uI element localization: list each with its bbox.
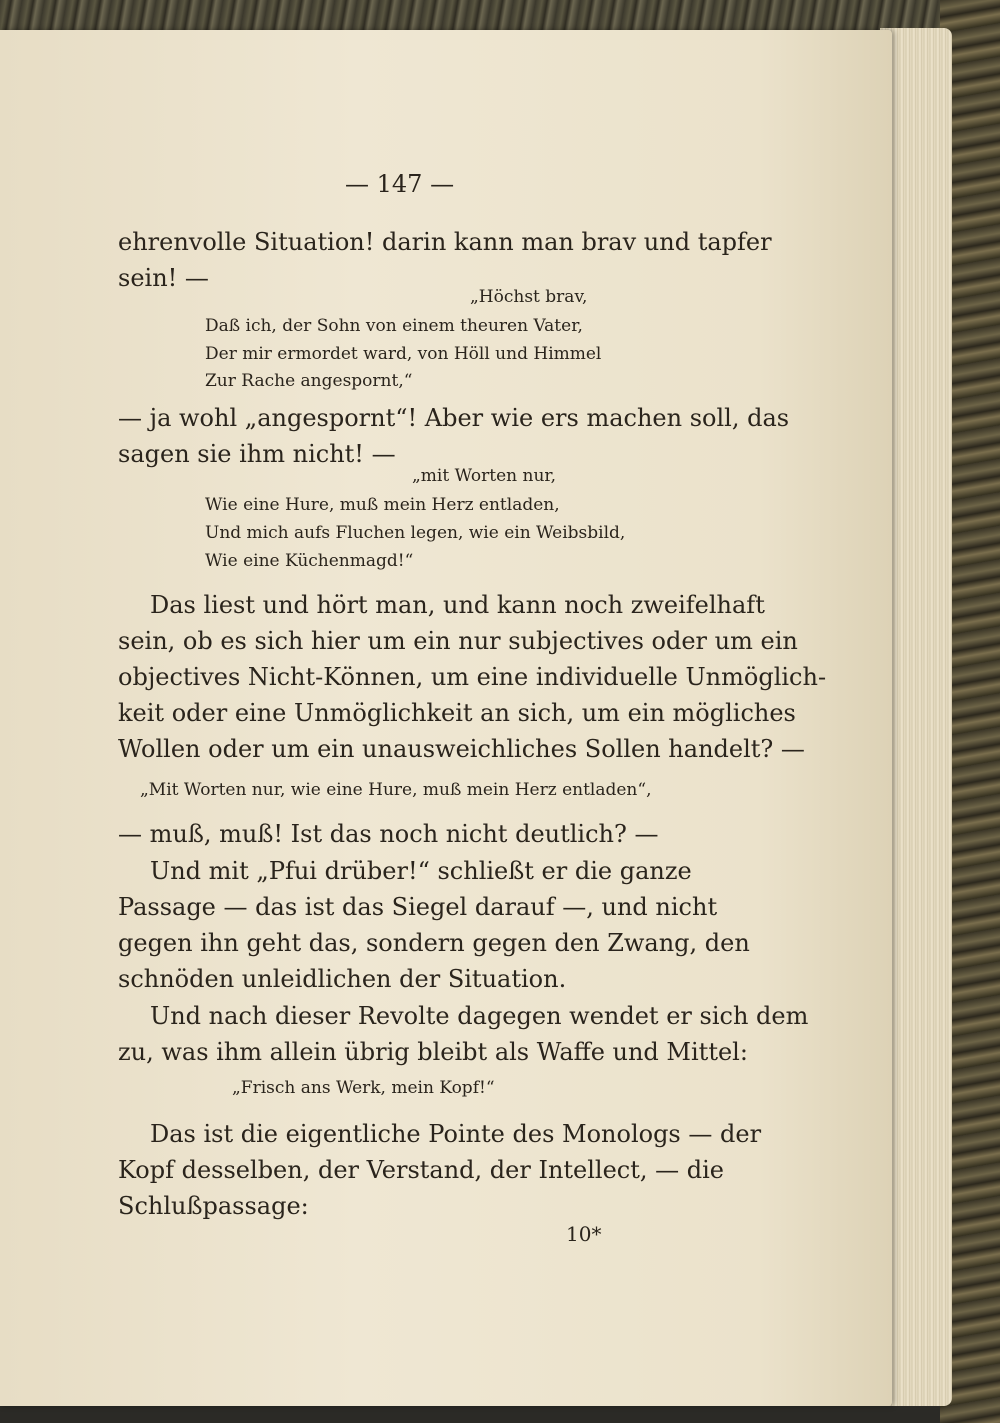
text-line: schnöden unleidlichen der Situation. (118, 965, 567, 993)
text-line: Wollen oder um ein unausweichliches Sollen handelt? — (118, 735, 805, 763)
text-line: Das ist die eigentliche Pointe des Monologs — der (150, 1120, 762, 1148)
text-line: gegen ihn geht das, sondern gegen den Zwang, den (118, 929, 750, 957)
verse-line: Zur Rache angespornt,“ (205, 371, 413, 391)
text-line: zu, was ihm allein übrig bleibt als Waffe und Mittel: (118, 1038, 748, 1066)
verse-line: Und mich aufs Fluchen legen, wie ein Weibsbild, (205, 523, 626, 543)
text-line: — muß, muß! Ist das noch nicht deutlich? — (118, 820, 659, 848)
verse-line: „mit Worten nur, (412, 466, 557, 486)
verse-line: „Frisch ans Werk, mein Kopf!“ (232, 1078, 495, 1098)
text-line: sein! — (118, 264, 209, 292)
text-line: Passage — das ist das Siegel darauf —, und nicht (118, 893, 718, 921)
text-line: keit oder eine Unmöglichkeit an sich, um ein mögliches (118, 699, 796, 727)
text-line: Und mit „Pfui drüber!“ schließt er die ganze (150, 857, 692, 885)
verse-line: Der mir ermordet ward, von Höll und Himmel (205, 344, 602, 364)
text-line: ehrenvolle Situation! darin kann man brav und tapfer (118, 228, 772, 256)
verse-line: „Mit Worten nur, wie eine Hure, muß mein Herz entladen“, (140, 780, 652, 800)
text-line: sagen sie ihm nicht! — (118, 440, 396, 468)
verse-line: Wie eine Küchenmagd!“ (205, 551, 414, 571)
signature-mark: 10* (566, 1222, 602, 1246)
text-line: Kopf desselben, der Verstand, der Intellect, — die (118, 1156, 725, 1184)
book-page (0, 30, 892, 1406)
text-line: Das liest und hört man, und kann noch zweifelhaft (150, 591, 765, 619)
text-line: Schlußpassage: (118, 1192, 309, 1220)
verse-line: Wie eine Hure, muß mein Herz entladen, (205, 495, 560, 515)
verse-line: „Höchst brav, (470, 287, 588, 307)
verse-line: Daß ich, der Sohn von einem theuren Vater, (205, 316, 583, 336)
text-line: — ja wohl „angespornt“! Aber wie ers machen soll, das (118, 404, 790, 432)
text-line: sein, ob es sich hier um ein nur subjectives oder um ein (118, 627, 798, 655)
page-number: — 147 — (345, 170, 455, 198)
text-line: objectives Nicht-Können, um eine individuelle Unmöglich- (118, 663, 827, 691)
text-line: Und nach dieser Revolte dagegen wendet er sich dem (150, 1002, 809, 1030)
